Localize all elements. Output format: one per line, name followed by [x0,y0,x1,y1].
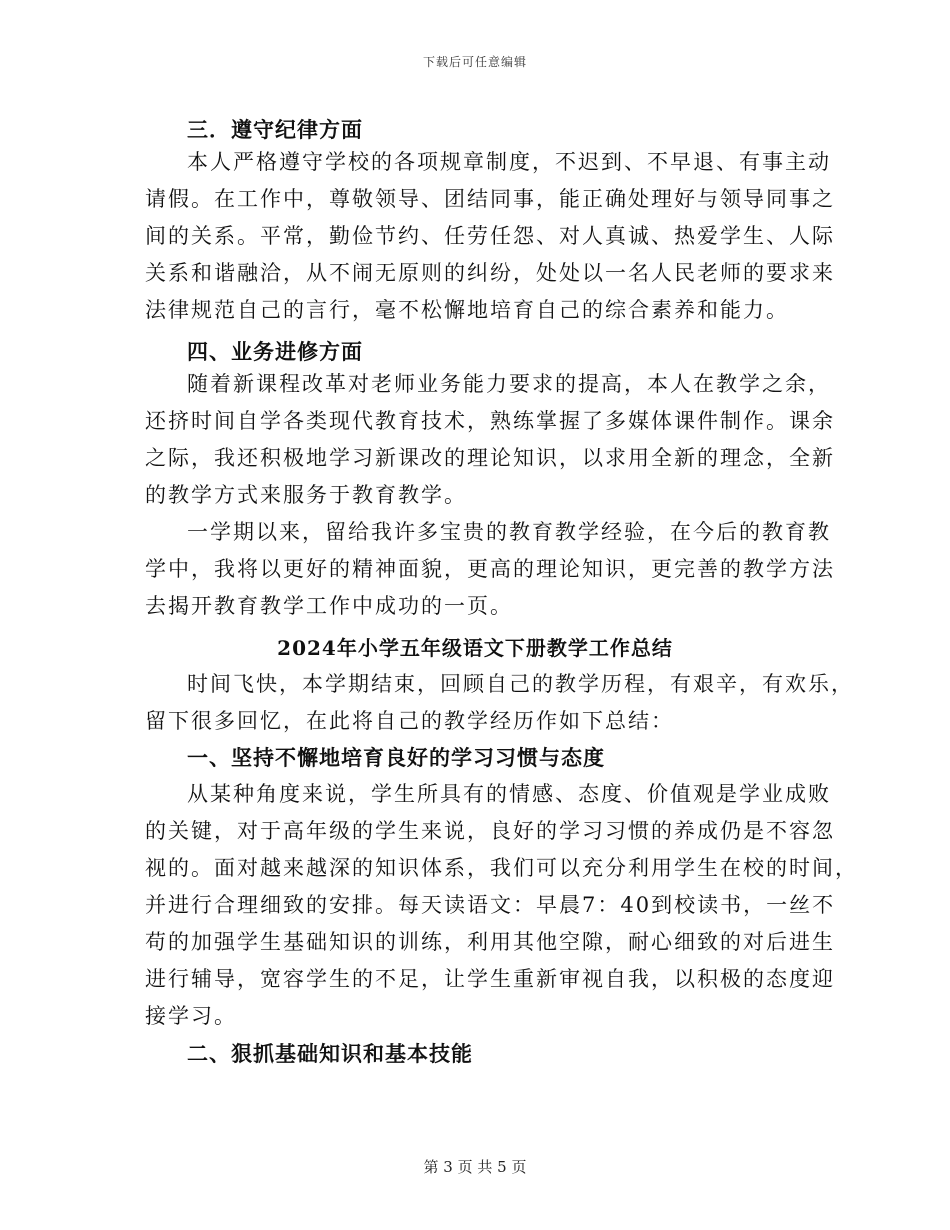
paragraph-line: 间的关系。平常，勤俭节约、任劳任怨、对人真诚、热爱学生、人际 [145,224,835,248]
section-heading-habits: 一、坚持不懈地培育良好的学习习惯与态度 [187,745,605,770]
section-heading-basics: 二、狠抓基础知识和基本技能 [187,1041,473,1066]
paragraph-line: 法律规范自己的言行，毫不松懈地培育自己的综合素养和能力。 [145,298,789,322]
paragraph-line: 还挤时间自学各类现代教育技术，熟练掌握了多媒体课件制作。课余 [145,409,835,433]
paragraph-line: 随着新课程改革对老师业务能力要求的提高，本人在教学之余， [187,372,831,396]
paragraph-line: 关系和谐融洽，从不闹无原则的纠纷，处处以一名人民老师的要求来 [145,261,835,285]
paragraph-line: 并进行合理细致的安排。每天读语文：早晨7：40到校读书，一丝不 [145,893,836,917]
paragraph-line: 从某种角度来说，学生所具有的情感、态度、价值观是学业成败 [187,782,831,806]
paragraph-line: 的教学方式来服务于教育教学。 [145,483,467,507]
page-header: 下载后可任意编辑 [422,55,527,69]
paragraph-line: 学中，我将以更好的精神面貌，更高的理论知识，更完善的教学方法 [145,557,835,581]
document-title: 2024年小学五年级语文下册教学工作总结 [277,636,673,660]
paragraph-line: 本人严格遵守学校的各项规章制度，不迟到、不早退、有事主动 [187,150,831,174]
paragraph-line: 时间飞快，本学期结束，回顾自己的教学历程，有艰辛，有欢乐， [187,672,854,696]
page-footer: 第 3 页 共 5 页 [423,1158,527,1176]
paragraph-line: 视的。面对越来越深的知识体系，我们可以充分利用学生在校的时间， [145,856,858,880]
paragraph-line: 留下很多回忆，在此将自己的教学经历作如下总结： [145,709,674,733]
paragraph-line: 一学期以来，留给我许多宝贵的教育教学经验，在今后的教育教 [187,520,831,544]
paragraph-line: 请假。在工作中，尊敬领导、团结同事，能正确处理好与领导同事之 [145,187,835,211]
paragraph-line: 的关键，对于高年级的学生来说，良好的学习习惯的养成仍是不容忽 [145,819,835,843]
section-heading-study: 四、业务进修方面 [187,339,363,364]
paragraph-line: 之际，我还积极地学习新课改的理论知识，以求用全新的理念，全新 [145,446,835,470]
paragraph-line: 去揭开教育教学工作中成功的一页。 [145,594,513,618]
section-heading-discipline: 三．遵守纪律方面 [187,117,363,142]
paragraph-line: 苟的加强学生基础知识的训练，利用其他空隙，耐心细致的对后进生 [145,930,835,954]
paragraph-line: 接学习。 [145,1004,237,1028]
paragraph-line: 进行辅导，宽容学生的不足，让学生重新审视自我，以积极的态度迎 [145,967,835,991]
